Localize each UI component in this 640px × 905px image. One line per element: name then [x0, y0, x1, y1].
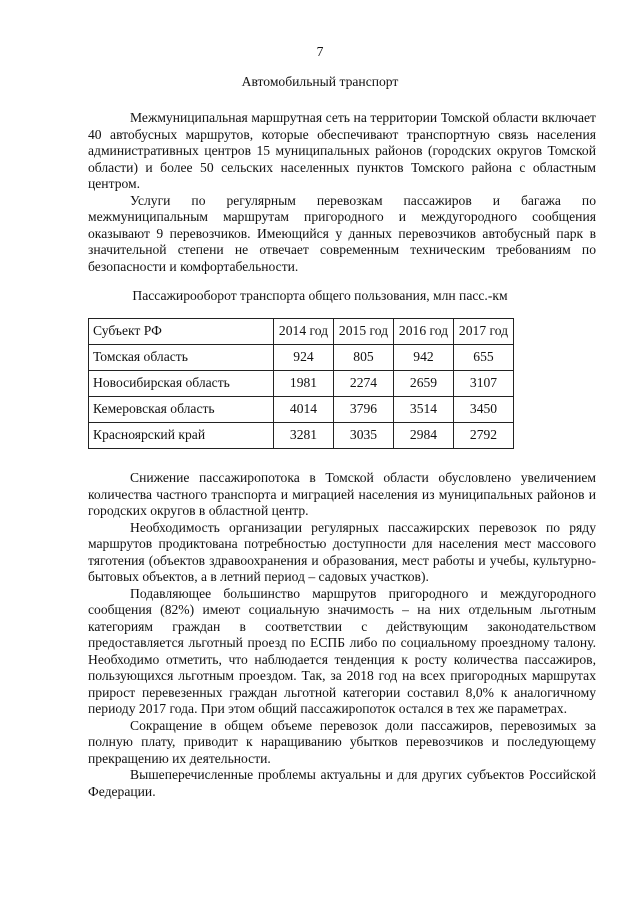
- passenger-turnover-table: [88, 318, 514, 449]
- column-header: 2016 год: [394, 319, 454, 345]
- table-row: [89, 423, 514, 449]
- column-header: Субъект РФ: [89, 319, 274, 345]
- table-caption: Пассажирооборот транспорта общего пользования, млн пасс.-км: [132, 288, 508, 303]
- table-cell: 3796: [334, 397, 394, 423]
- table-row: [89, 397, 514, 423]
- paragraph: Сокращение в общем объеме перевозок доли пассажиров, перевозимых за полную плату, приводит к наращиванию убытков перевозчиков и последующему прекращению их деятельности.: [88, 717, 596, 766]
- table-cell: 2984: [394, 423, 454, 449]
- paragraph: Подавляющее большинство маршрутов пригородного и междугородного сообщения (82%) имеют социальную значимость – на них отдельным льготным категориям граждан в соответствии с действующим законодательством предоставляется льготный проезд по ЕСПБ либо по социальному проездному талону. Необходимо отметить, что наблюдается тенденция к росту количества пассажиров, пользующихся льготным проездом. Так, за 2018 год на всех пригородных маршрутах прирост перевезенных граждан льготной категории составил 8,0% к аналогичному периоду 2017 года. При этом общий пассажиропоток остался в тех же параметрах.: [88, 585, 596, 716]
- table-cell: 3514: [394, 397, 454, 423]
- table-cell: 1981: [274, 371, 334, 397]
- intro-text: [88, 110, 596, 275]
- table-cell: 2659: [394, 371, 454, 397]
- table-cell: Красноярский край: [89, 423, 274, 449]
- paragraph: Снижение пассажиропотока в Томской области обусловлено увеличением количества частного транспорта и миграцией населения из муниципальных районов и городских округов в областной центр.: [88, 470, 596, 518]
- paragraph: Вышеперечисленные проблемы актуальны и для других субъектов Российской Федерации.: [88, 767, 596, 799]
- table-row: [89, 345, 514, 371]
- table-cell: 2792: [454, 423, 514, 449]
- section-title: Автомобильный транспорт: [241, 74, 399, 89]
- table-cell: 3035: [334, 423, 394, 449]
- table-cell: 3107: [454, 371, 514, 397]
- table-cell: 2274: [334, 371, 394, 397]
- page-number: 7: [316, 44, 324, 59]
- column-header: 2015 год: [334, 319, 394, 345]
- paragraph: Услуги по регулярным перевозкам пассажиров и багажа по межмуниципальным маршрутам пригородного и междугородного сообщения оказывают 9 перевозчиков. Имеющийся у данных перевозчиков автобусный парк в значительной степени не отвечает современным техническим требованиям по безопасности и комфортабельности.: [88, 192, 596, 274]
- table-cell: 3281: [274, 423, 334, 449]
- paragraph: Необходимость организации регулярных пассажирских перевозок по ряду маршрутов продиктована потребностью доступности для населения мест массового тяготения (объектов здравоохранения и образования, мест работы и учебы, культурно-бытовых объектов, а в летний период – садовых участков).: [88, 519, 596, 584]
- column-header: 2017 год: [454, 319, 514, 345]
- table-cell: 805: [334, 345, 394, 371]
- column-header: 2014 год: [274, 319, 334, 345]
- table-row: [89, 371, 514, 397]
- table-cell: 942: [394, 345, 454, 371]
- table-header-row: [89, 319, 514, 345]
- paragraph: Межмуниципальная маршрутная сеть на территории Томской области включает 40 автобусных маршрутов, которые обеспечивают транспортную связь населения административных центров 15 муниципальных районов (городских округов Томской области) и более 50 сельских населенных пунктов Томского района с областным центром.: [88, 110, 596, 191]
- table-cell: 655: [454, 345, 514, 371]
- body-text: [88, 470, 596, 800]
- table-cell: 924: [274, 345, 334, 371]
- table-cell: Томская область: [89, 345, 274, 371]
- table-cell: 4014: [274, 397, 334, 423]
- table-cell: Кемеровская область: [89, 397, 274, 423]
- table-cell: Новосибирская область: [89, 371, 274, 397]
- table-cell: 3450: [454, 397, 514, 423]
